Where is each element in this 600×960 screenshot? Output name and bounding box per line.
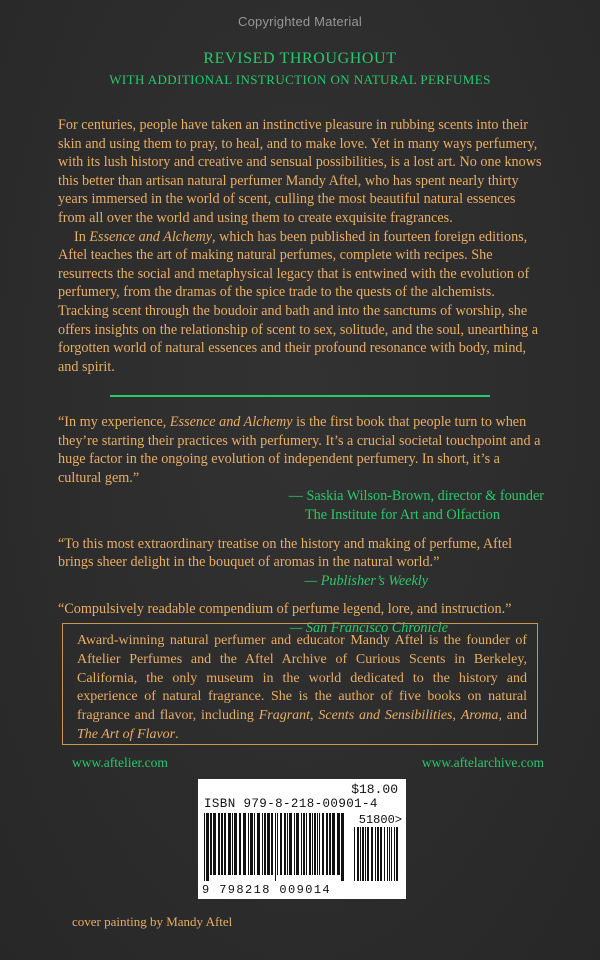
barcode-addon-bar [377, 827, 379, 881]
barcode-bar [277, 813, 278, 875]
barcode-bar [239, 813, 241, 875]
barcode-bar [306, 813, 307, 875]
bio-book-1: Fragrant [258, 708, 311, 724]
barcode-bar [287, 813, 288, 875]
barcode-bar [257, 813, 260, 875]
barcode-bar [234, 813, 237, 875]
barcode-addon-bar [391, 827, 392, 881]
barcode-bar [248, 813, 249, 875]
barcode-bar [254, 813, 255, 875]
blurb-1 [58, 413, 546, 525]
barcode-bar [264, 813, 266, 875]
blurb-1-title: Essence and Alchemy [169, 414, 293, 430]
barcode-addon-bar [380, 827, 382, 881]
barcode-bar [221, 813, 223, 875]
blurb-1-pre: “In my experience, [58, 414, 170, 430]
divider-rule [110, 395, 490, 397]
isbn-label: ISBN 979-8-218-00901-4 [204, 797, 378, 811]
barcode-bar [213, 813, 216, 875]
barcode-bar [280, 813, 282, 875]
barcode-addon-bar [384, 827, 385, 881]
barcode-digits: 9 798218 009014 [202, 883, 332, 897]
bio-sep-2: , [452, 708, 461, 724]
barcode-bar [301, 813, 302, 875]
copyright-watermark: Copyrighted Material [238, 14, 362, 29]
blurb-1-text [58, 413, 546, 487]
barcode-addon-bar [362, 827, 364, 881]
barcode-addon-bar [367, 827, 369, 881]
blurb-2-text: “To this most extraordinary treatise on the history and making of perfume, Aftel brings sheer delight in the bouquet of aromas in the natural world.” [58, 535, 513, 571]
bio-book-4: The Art of Flavor [77, 726, 176, 742]
barcode-addon-bar [365, 827, 366, 881]
barcode-bar [271, 813, 273, 875]
subheadline: WITH ADDITIONAL INSTRUCTION ON NATURAL PERFUMES [109, 72, 491, 87]
bio-book-2: Scents and Sensibilities [318, 708, 453, 724]
bio-sep-3: , and [498, 708, 527, 724]
barcode-bar [204, 813, 205, 881]
bio-end: . [175, 726, 179, 742]
barcode-bar [267, 813, 270, 875]
barcode-bar [332, 813, 335, 875]
bio-sep-1: , [310, 708, 319, 724]
blurb-2-attribution-text: — Publisher’s Weekly [304, 572, 428, 589]
cover-credit: cover painting by Mandy Aftel [72, 914, 233, 929]
author-bio-box [62, 623, 538, 745]
blurb-3-attribution-text: — San Francisco Chronicle [289, 619, 448, 636]
barcode-bar [329, 813, 331, 875]
blurb-1-attribution-1: — Saskia Wilson-Brown, director & founder [288, 488, 544, 505]
barcode-bar [296, 813, 299, 875]
barcode-addon-bar [354, 827, 355, 881]
barcode-bar [228, 813, 231, 875]
barcode-bar [275, 813, 276, 881]
barcode-bar [326, 813, 328, 875]
addon-code: 51800> [358, 813, 402, 827]
description [58, 116, 546, 376]
blurb-1-attribution-2: The Institute for Art and Olfaction [304, 506, 500, 523]
barcode-addon-bar [371, 827, 373, 881]
bio-text: Award-winning natural perfumer and educator Mandy Aftel is the founder of Aftelier Perfumes and the Aftel Archive of Curious Scents in Berkeley, California, the only museum in the world dedicated to the history and experience of natural fragrance. She is the author of five books on natural fragrance and flavor, including [77, 633, 527, 724]
headline: REVISED THROUGHOUT [203, 50, 397, 67]
blurb-3-text: “Compulsively readable compendium of perfume legend, lore, and instruction.” [58, 601, 512, 618]
barcode-bar [319, 813, 320, 875]
aftelier-link[interactable]: www.aftelier.com [72, 755, 168, 770]
barcode-addon-bar [375, 827, 376, 881]
barcode-bar [309, 813, 311, 875]
barcode-addon-bar [396, 827, 398, 881]
paragraph-2-lead: In [74, 228, 90, 245]
blurb-2 [58, 535, 546, 591]
paragraph-2-rest: , which has been published in fourteen foreign editions, Aftel teaches the art of making natural perfumes, complete with recipes. She resurrects the social and metaphysical legacy that is entwined with the evolution of perfumery, from the dramas of the spice trade to the quests of the alchemists. Tracking scent through the boudoir and bath and into the sanctums of worship, she offers insights on the relationship of scent to sex, solitude, and the soul, unearthing a forgotten world of natural essences and their profound resonance with body, mind, and spirit. [58, 228, 539, 375]
barcode-bar [294, 813, 295, 875]
barcode-bar [250, 813, 253, 875]
barcode-bar [289, 813, 292, 875]
barcode-addon-bar [394, 827, 395, 881]
barcode-bar [206, 813, 209, 881]
barcode-bar [317, 813, 318, 875]
barcode-bar [303, 813, 305, 875]
isbn-barcode-box [198, 779, 406, 899]
blurbs [58, 413, 546, 648]
book-title: Essence and Alchemy [89, 228, 213, 245]
bio-book-3: Aroma [460, 708, 499, 724]
barcode-bar [341, 813, 344, 881]
barcode-bar [218, 813, 220, 875]
barcode-bar [232, 813, 233, 875]
barcode-bar [312, 813, 313, 875]
barcode-bar [243, 813, 246, 875]
aftelarchive-link[interactable]: www.aftelarchive.com [421, 755, 544, 770]
barcode-bar [322, 813, 324, 875]
barcode-bar [210, 813, 212, 875]
blurb-2-attribution [58, 572, 546, 591]
blurb-1-post: is the first book that people turn to when they’re starting their practices with perfumery. It’s a crucial societal touchpoint and a huge factor in the ongoing evolution of independent perfumery. In short, it’s a cultural gem.” [58, 414, 541, 486]
barcode-addon-bar [360, 827, 361, 881]
barcode-bar [314, 813, 316, 875]
description-paragraph-1: For centuries, people have taken an instinctive pleasure in rubbing scents into their skin and using them to pray, to heal, and to make love. Yet in many ways perfumery, with its lush history and creative and sensual possibilities, is a lost art. No one knows this better than artisan natural perfumer Mandy Aftel, who has spent nearly thirty years immersed in the world of scent, culling the most beautiful natural essences from all over the world and using them to create exquisite fragrances. [58, 117, 542, 226]
barcode-addon-bar [389, 827, 390, 881]
price-label: $18.00 [351, 782, 398, 797]
barcode-addon-bar [387, 827, 388, 881]
barcode-bar [337, 813, 340, 875]
barcode-bar [262, 813, 263, 875]
barcode-bar [224, 813, 226, 875]
barcode-addon-bar [357, 827, 359, 881]
barcode-bar [284, 813, 286, 875]
description-paragraph-2 [58, 228, 546, 377]
